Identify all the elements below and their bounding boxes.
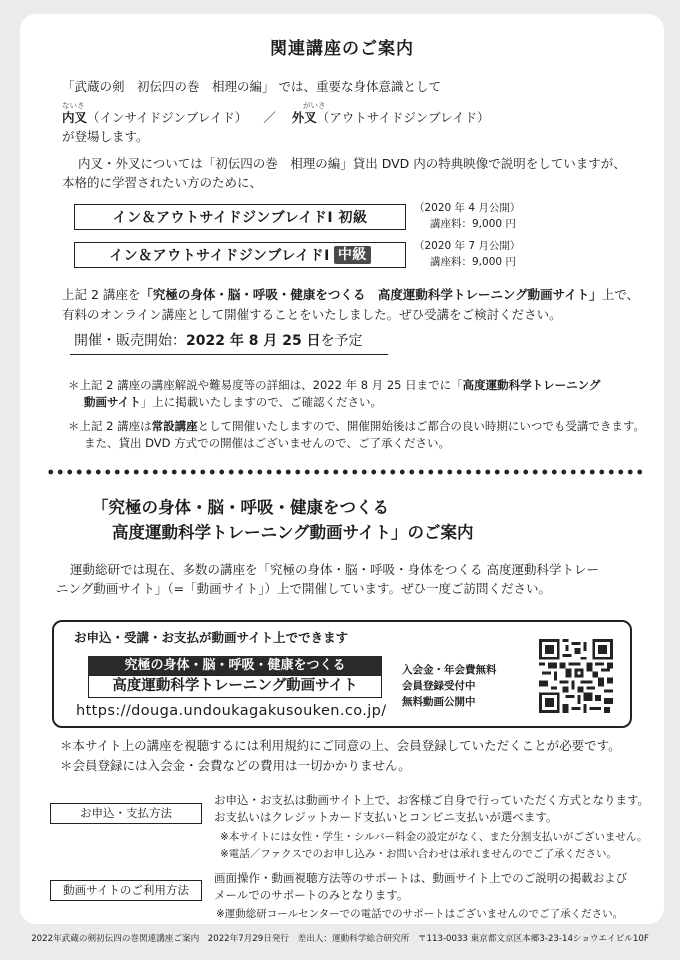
section2-title-line2: 高度運動科学トレーニング動画サイト」のご案内 <box>112 523 474 542</box>
usage-note: ※運動総研コールセンターでの電話でのサポートはございませんのでご了承ください。 <box>216 908 624 920</box>
para3-line2: 有料のオンライン講座として開催することをいたしました。ぜひ受講をご検討ください。 <box>62 307 562 322</box>
para2-line2: 本格的に学習されたい方のために、 <box>62 175 263 190</box>
site-usage-label: 動画サイトのご利用方法 <box>50 880 202 901</box>
para3-line1-c: 上で、 <box>601 287 640 302</box>
section2-para-line1: 運動総研では現在、多数の講座を「究極の身体・脳・呼吸・身体をつくる 高度運動科学トレー <box>70 562 599 577</box>
note2-line1-c: として開催いたしますので、開催開始後はご都合の良い時期にいつでも受講できます。 <box>197 419 645 433</box>
payment-line2: お支払いはクレジットカード支払いとコンビニ支払いが選べます。 <box>214 810 558 824</box>
terms-row <box>62 109 489 127</box>
note2-line1 <box>68 418 645 435</box>
term2: 外叉 <box>291 110 317 125</box>
footer-publisher-info: 2022年武蔵の剣初伝四の巻関連講座ご案内 2022年7月29日発行 差出人：運動科学総合研究所 〒113-0033 東京都文京区本郷3-23-14ショウエイビル10F <box>31 934 649 944</box>
site-banner-title: 高度運動科学トレーニング動画サイト <box>88 675 382 698</box>
course-name-beginner: イン＆アウトサイドジンブレイドⅠ 初級 <box>112 210 368 226</box>
note1-site-bold-b: 動画サイト <box>84 395 141 409</box>
site-box-headline: お申込・受講・お支払が動画サイト上でできます <box>74 630 349 645</box>
section2-note1: ＊本サイト上の講座を視聴するには利用規約にご同意の上、会員登録していただくことが必要です。 <box>60 738 621 753</box>
note1-line2-b: 」上に掲載いたしますので、ご確認ください。 <box>140 395 382 409</box>
flyer-sheet <box>20 14 664 924</box>
note2-bold: 常設講座 <box>151 419 198 433</box>
usage-line1: 画面操作・動画視聴方法等のサポートは、動画サイト上でのご説明の掲載および <box>214 871 628 885</box>
dotted-divider <box>46 469 642 475</box>
payment-note1: ※本サイトには女性・学生・シルバー料金の設定がなく、また分割支払いがございません。 <box>220 831 648 843</box>
term1-desc: （インサイドジンブレイド） <box>87 110 248 125</box>
note1-line1-a: ＊上記 2 講座の講座解説や難易度等の詳細は、2022 年 8 月 25 日までに「 <box>68 378 463 392</box>
schedule-date: 2022 年 8 月 25 日 <box>186 333 321 349</box>
site-name-emphasis: 「究極の身体・脳・呼吸・健康をつくる 高度運動科学トレーニング動画サイト」 <box>140 287 602 302</box>
site-banner-subtitle: 究極の身体・脳・呼吸・健康をつくる <box>88 656 382 675</box>
term2-desc: （アウトサイドジンブレイド） <box>316 110 490 125</box>
para3-line1 <box>62 286 639 304</box>
feature-registration-open: 会員登録受付中 <box>402 680 476 692</box>
section1-title: 関連講座のご案内 <box>270 39 414 59</box>
course-fee-beginner: 講座料：9,000 円 <box>430 218 516 230</box>
note1-line1 <box>68 377 600 394</box>
schedule-line <box>74 330 363 352</box>
course-box-beginner <box>74 204 406 230</box>
course-level-badge: 中級 <box>334 246 371 264</box>
term2-ruby: がいさ <box>303 101 326 110</box>
course-name-intermediate: イン＆アウトサイドジンブレイドⅠ <box>109 248 330 264</box>
course-published-intermediate: （2020 年 7 月公開） <box>414 240 521 252</box>
payment-line1: お申込・お支払は動画サイト上で、お客様ご自身で行っていただく方式となります。 <box>214 793 650 807</box>
payment-note2: ※電話／ファクスでのお申し込み・お問い合わせは承れませんのでご了承ください。 <box>220 848 617 860</box>
schedule-label: 開催・販売開始： <box>74 333 186 349</box>
note1-line2 <box>84 394 382 411</box>
para2-line1: 内叉・外叉については「初伝四の巻 相理の編」貸出 DVD 内の特典映像で説明をしていますが、 <box>78 156 626 171</box>
term1-ruby: ないさ <box>62 101 85 110</box>
intro-line1: 「武蔵の剣 初伝四の巻 相理の編」 では、重要な身体意識として <box>62 79 441 94</box>
usage-line2: メールでのサポートのみとなります。 <box>214 888 409 902</box>
course-box-intermediate <box>74 242 406 268</box>
course-published-beginner: （2020 年 4 月公開） <box>414 202 521 214</box>
note1-site-bold-a: 高度運動科学トレーニング <box>462 378 601 392</box>
schedule-underline <box>70 354 388 355</box>
feature-free-videos: 無料動画公開中 <box>402 696 476 708</box>
note2-line1-a: ＊上記 2 講座は <box>68 419 152 433</box>
para3-line1-a: 上記 2 講座を <box>62 287 141 302</box>
site-url-link[interactable]: https://douga.undoukagakusouken.co.jp/ <box>76 703 387 719</box>
course-fee-intermediate: 講座料：9,000 円 <box>430 256 516 268</box>
qr-code-icon[interactable] <box>539 639 613 713</box>
intro-line3: が登場します。 <box>62 129 149 144</box>
section2-note2: ＊会員登録には入会金・会費などの費用は一切かかりません。 <box>60 758 411 773</box>
section2-title-line1: 「究極の身体・脳・呼吸・健康をつくる <box>92 498 389 517</box>
payment-method-label: お申込・支払方法 <box>50 803 202 824</box>
term-separator: ／ <box>263 110 276 125</box>
term1: 内叉 <box>62 110 88 125</box>
note2-line2: また、貸出 DVD 方式での開催はございませんので、ご了承ください。 <box>84 436 450 450</box>
site-info-box <box>52 620 632 728</box>
schedule-suffix: を予定 <box>320 333 363 349</box>
feature-no-fee: 入会金・年会費無料 <box>402 664 497 676</box>
section2-para-line2: ニング動画サイト」（=「動画サイト」）上で開催しています。ぜひ一度ご訪問ください。 <box>56 581 551 596</box>
